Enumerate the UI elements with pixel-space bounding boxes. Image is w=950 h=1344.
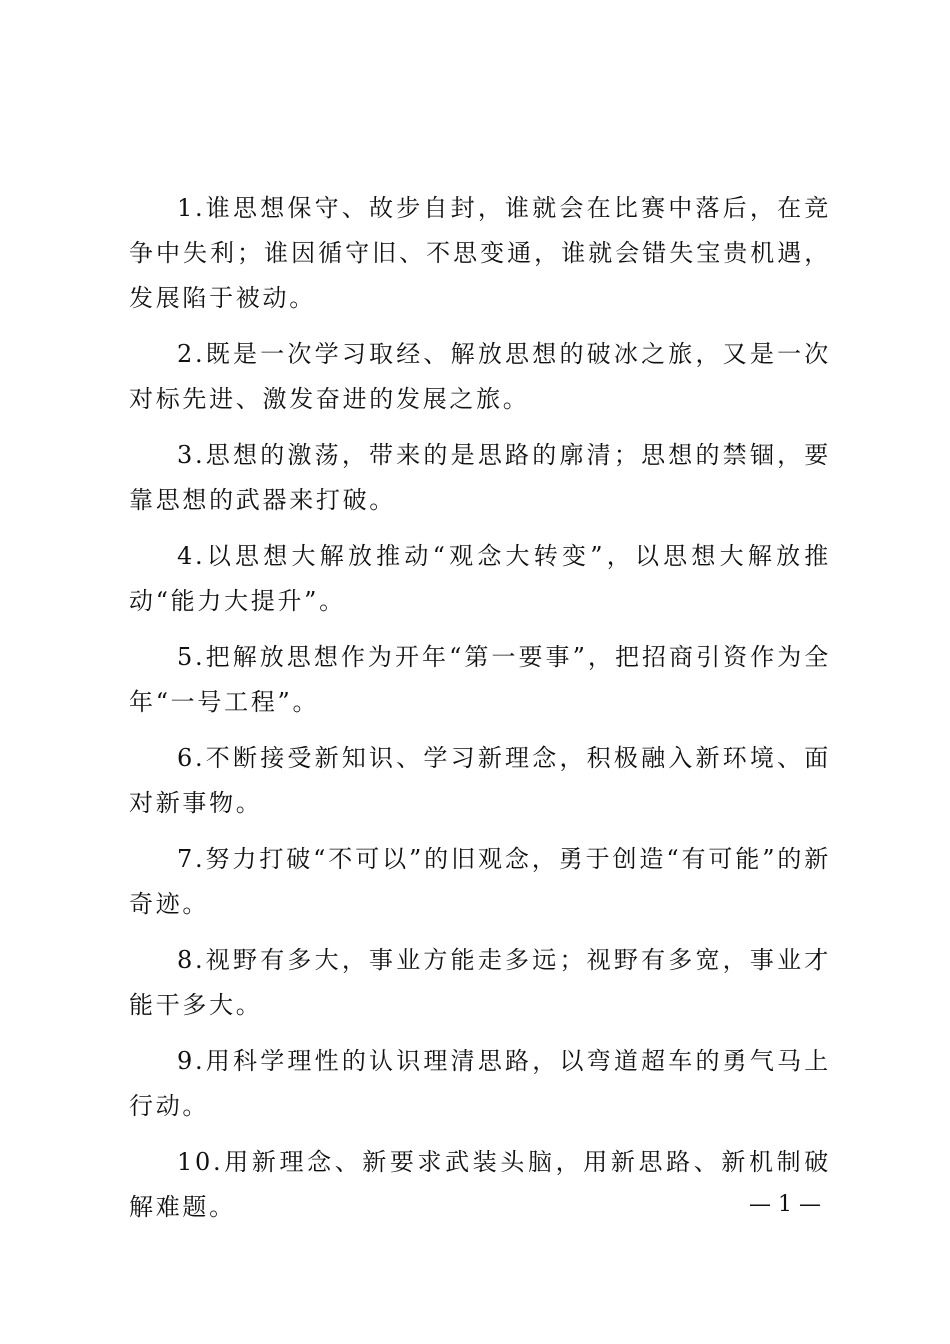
paragraph-3: 3.思想的激荡，带来的是思路的廓清；思想的禁锢，要靠思想的武器来打破。: [129, 441, 831, 514]
paragraph-6: 6.不断接受新知识、学习新理念，积极融入新环境、面对新事物。: [129, 744, 831, 817]
page-number: — 1 —: [749, 1192, 821, 1217]
document-body: [129, 186, 831, 1241]
paragraph-4: 4.以思想大解放推动“观念大转变”，以思想大解放推动“能力大提升”。: [129, 542, 831, 615]
paragraph-2: 2.既是一次学习取经、解放思想的破冰之旅，又是一次对标先进、激发奋进的发展之旅。: [129, 340, 831, 413]
paragraph-10: 10.用新理念、新要求武装头脑，用新思路、新机制破解难题。: [129, 1148, 831, 1221]
paragraph-7: 7.努力打破“不可以”的旧观念，勇于创造“有可能”的新奇迹。: [129, 845, 831, 918]
paragraph-9: 9.用科学理性的认识理清思路，以弯道超车的勇气马上行动。: [129, 1047, 831, 1120]
paragraph-8: 8.视野有多大，事业方能走多远；视野有多宽，事业才能干多大。: [129, 946, 831, 1019]
paragraph-5: 5.把解放思想作为开年“第一要事”，把招商引资作为全年“一号工程”。: [129, 643, 831, 716]
paragraph-1: 1.谁思想保守、故步自封，谁就会在比赛中落后，在竞争中失利；谁因循守旧、不思变通，谁就会错失宝贵机遇，发展陷于被动。: [129, 194, 831, 312]
